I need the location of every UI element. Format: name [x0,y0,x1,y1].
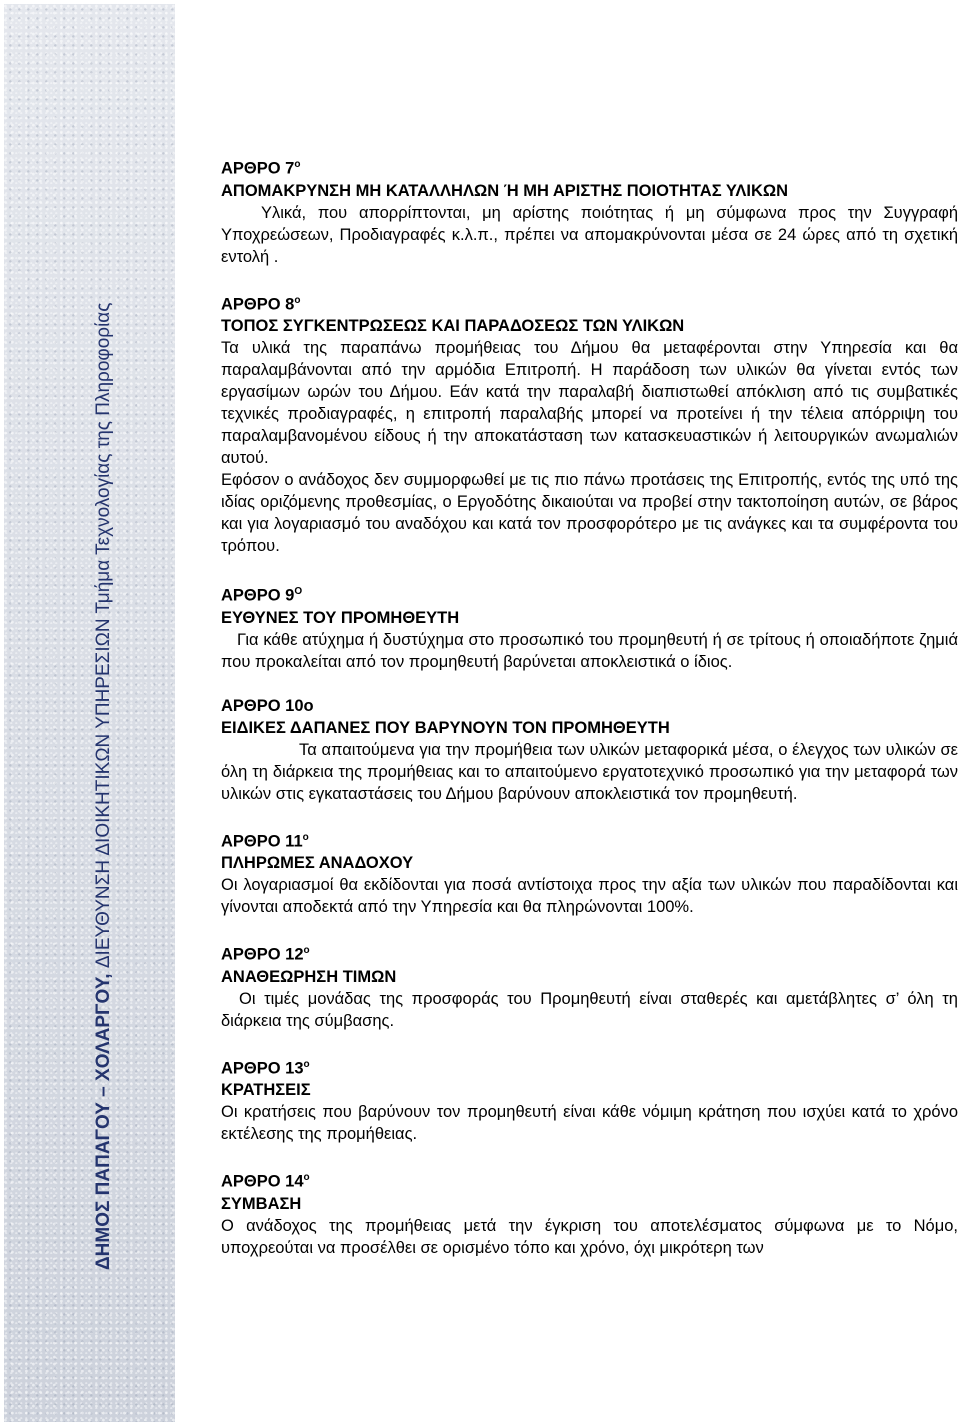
sidebar-department-name: ΔΙΕΥΘΥΝΣΗ ΔΙΟΙΚΗΤΙΚΩΝ ΥΠΗΡΕΣΙΩΝ Τμήμα Τεχνολογίας της Πληροφορίας [93,302,114,969]
article-13-body: Οι κρατήσεις που βαρύνουν τον προμηθευτή είναι κάθε νόμιμη κράτηση που ισχύει κατά το χρόνο εκτέλεσης της προμήθειας. [221,1103,958,1143]
article-13-title: ΚΡΑΤΗΣΕΙΣ [221,1081,311,1099]
sidebar-banner [4,4,175,1422]
article-14-body: Ο ανάδοχος της προμήθειας μετά την έγκριση του αποτελέσματος σύμφωνα με το Νόμο, υποχρεούται να προσέλθει σε ορισμένο τόπο και χρόνο, όχι μικρότερη των [221,1216,958,1257]
article-11-title: ΠΛΗΡΩΜΕΣ ΑΝΑΔΟΧΟΥ [221,854,414,872]
article-7-title: ΑΠΟΜΑΚΡΥΝΣΗ ΜΗ ΚΑΤΑΛΛΗΛΩΝ Ή ΜΗ ΑΡΙΣΤΗΣ ΠΟΙΟΤΗΤΑΣ ΥΛΙΚΩΝ [221,181,789,200]
article-14-number: ΑΡΘΡΟ $14^o$ [221,1172,310,1191]
article-12 [221,940,958,1032]
article-10-body: Τα απαιτούμενα για την προμήθεια των υλικών μεταφορικά μέσα, ο έλεγχος των υλικών σε όλη τη διάρκεια της προμήθειας και το απαιτούμενο εργατοτεχνικό προσωπικό για την μεταφορά των υλικών στις εγκαταστάσεις του Δήμου βαρύνουν αποκλειστικά τον προμηθευτή. [221,740,958,803]
article-8 [221,290,958,558]
article-7 [221,154,958,268]
article-9-body: Για κάθε ατύχημα ή δυστύχημα στο προσωπικό του προμηθευτή ή σε τρίτους ή οποιαδήποτε ζημιά που προκαλείται από τον προμηθευτή βαρύνεται αποκλειστικά ο ίδιος. [221,630,958,671]
article-11-number: ΑΡΘΡΟ $11^o$ [221,831,309,850]
article-14 [221,1167,958,1259]
article-9-title: ΕΥΘΥΝΕΣ ΤΟΥ ΠΡΟΜΗΘΕΥΤΗ [221,608,460,627]
article-11-body: Οι λογαριασμοί θα εκδίδονται για ποσά αντίστοιχα προς την αξία των υλικών που παραδίδονται και γίνονται αποδεκτά από την Υπηρεσία και θα πληρώνονται 100%. [221,876,958,916]
sidebar-vertical-title [89,302,119,1270]
article-10 [221,695,958,805]
article-10-title: ΕΙΔΙΚΕΣ ΔΑΠΑΝΕΣ ΠΟΥ ΒΑΡΥΝΟΥΝ ΤΟΝ ΠΡΟΜΗΘΕΥΤΗ [221,718,670,737]
article-8-title: ΤΟΠΟΣ ΣΥΓΚΕΝΤΡΩΣΕΩΣ ΚΑΙ ΠΑΡΑΔΟΣΕΩΣ ΤΩΝ ΥΛΙΚΩΝ [221,317,685,335]
article-9 [221,581,958,673]
article-14-title: ΣΥΜΒΑΣΗ [221,1194,302,1213]
document-body [221,150,958,1259]
article-13-number: ΑΡΘΡΟ $13^o$ [221,1058,310,1077]
article-11 [221,827,958,919]
article-8-body-1: Τα υλικά της παραπάνω προμήθειας του Δήμου θα μεταφέρονται στην Υπηρεσία και θα παραλαμβάνονται από την αρμόδια Επιτροπή. Η παράδοση των υλικών θα γίνεται εντός των εργασίμων ωρών του Δήμου. Εάν κατά την παραλαβή διαπιστωθεί απόκλιση από τις συμβατικές τεχνικές προδιαγραφές, η επιτροπή παραλαβής μπορεί να προτείνει ή την τέλεια απόρριψη του παραλαμβανομένου είδους ή την αποκατάσταση των κατασκευαστικών ή λειτουργικών ανωμαλιών αυτού. [221,339,958,467]
article-7-body: Υλικά, που απορρίπτονται, μη αρίστης ποιότητας ή μη σύμφωνα προς την Συγγραφή Υποχρεώσεων, Προδιαγραφές κ.λ.π., πρέπει να απομακρύνονται μέσα σε 24 ώρες από τη σχετική εντολή . [221,203,958,266]
article-8-body-2: Εφόσον ο ανάδοχος δεν συμμορφωθεί με τις πιο πάνω προτάσεις της Επιτροπής, εντός της υπό της ιδίας οριζόμενης προθεσμίας, ο Εργοδότης δικαιούται να προβεί στην τακτοποίηση αυτών, σε βάρος και για λογαριασμό του αναδόχου και κατά τον προσφορότερο με τις ανάγκες και τα συμφέροντα του τρόπου. [221,471,958,555]
article-13 [221,1054,958,1146]
article-12-number: ΑΡΘΡΟ $12^o$ [221,945,310,964]
article-12-body: Οι τιμές μονάδας της προσφοράς του Προμηθευτή είναι σταθερές και αμετάβλητες σ’ όλη τη διάρκεια της σύμβασης. [221,989,958,1030]
article-8-number: ΑΡΘΡΟ $8^o$ [221,294,301,313]
article-12-title: ΑΝΑΘΕΩΡΗΣΗ ΤΙΜΩΝ [221,967,397,986]
article-10-number: ΑΡΘΡΟ 10ο [221,696,314,715]
sidebar-municipality-name: ΔΗΜΟΣ ΠΑΠΑΓΟΥ – ΧΟΛΑΡΓΟΥ, [93,968,114,1270]
article-7-number: ΑΡΘΡΟ $7^o$ [221,159,301,178]
article-9-number: ΑΡΘΡΟ $9^O$ [221,586,303,605]
